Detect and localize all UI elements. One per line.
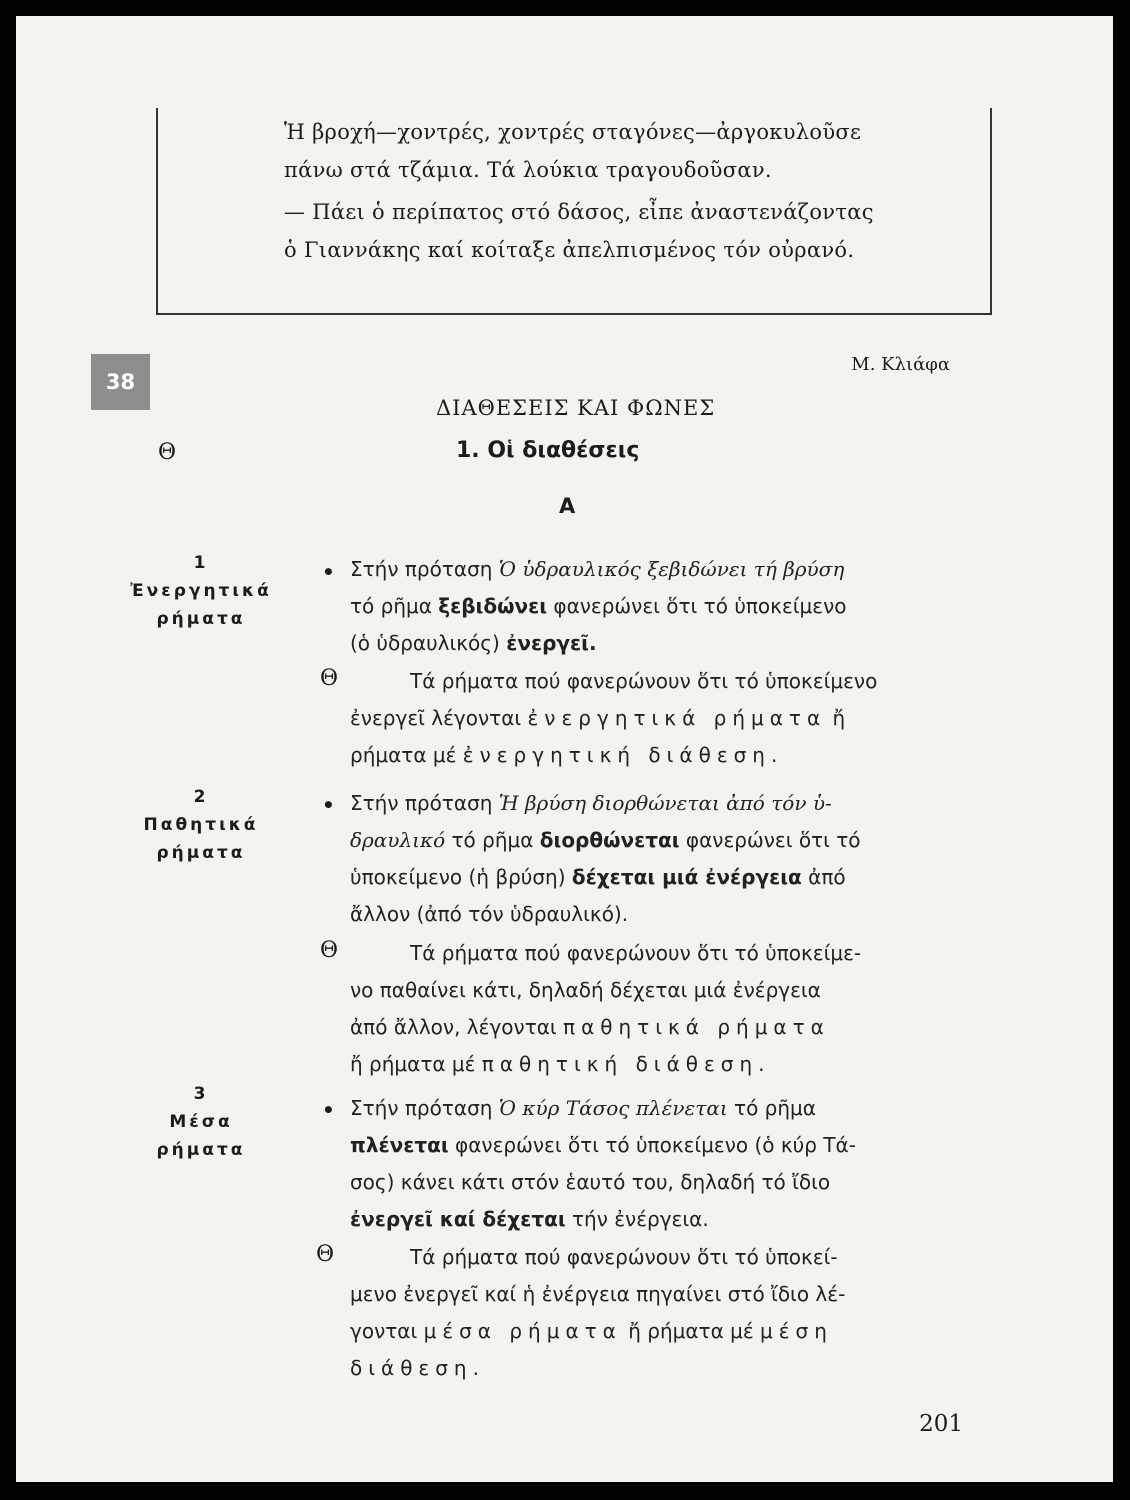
side-label-middle: [101, 1080, 301, 1164]
quote-author: Μ. Κλιάφα: [851, 354, 950, 375]
example-line: Στήν πρόταση Ἡ βρύση διορθώνεται ἀπό τόν ὑ-: [350, 791, 832, 815]
side-label-number: 3: [193, 1084, 209, 1104]
side-label-line: Παθητικά: [143, 815, 259, 835]
rule-line: ἤ ρήματα μέ παθητική διάθεση.: [350, 1052, 771, 1076]
rule-line: Τά ρήματα πού φανερώνουν ὅτι τό ὑποκείμενο: [410, 669, 878, 693]
theta-marker: Θ: [316, 1242, 335, 1267]
bullet-icon: •: [322, 793, 335, 817]
side-label-passive: [101, 783, 301, 867]
side-label-line: ρήματα: [156, 609, 246, 629]
rule-line: διάθεση.: [350, 1356, 485, 1380]
rule-line: ἀπό ἄλλον, λέγονται παθητικά ρήματα: [350, 1015, 830, 1039]
lesson-number-badge: 38: [91, 354, 150, 410]
side-label-line: ρήματα: [156, 1140, 246, 1160]
subsection-letter: Α: [559, 494, 576, 518]
chapter-title: ΔΙΑΘΕΣΕΙΣ ΚΑΙ ΦΩΝΕΣ: [436, 396, 716, 420]
example-line: (ὁ ὑδραυλικός) ἐνεργεῖ.: [350, 631, 597, 655]
example-line: τό ρῆμα ξεβιδώνει φανερώνει ὅτι τό ὑποκείμενο: [350, 594, 847, 618]
rule-line: ἐνεργεῖ λέγονται ἐνεργητικά ρήματα ἤ: [350, 706, 846, 730]
quote-box: [156, 108, 992, 375]
example-line: πλένεται φανερώνει ὅτι τό ὑποκείμενο (ὁ κύρ Τά-: [350, 1133, 856, 1157]
example-line: ὑποκείμενο (ἡ βρύση) δέχεται μιά ἐνέργεια ἀπό: [350, 865, 846, 889]
example-line: δραυλικό τό ρῆμα διορθώνεται φανερώνει ὅτι τό: [350, 828, 861, 852]
book-page: [16, 16, 1113, 1482]
section-title: 1. Οἱ διαθέσεις: [456, 438, 640, 463]
page-number: 201: [919, 1411, 963, 1437]
side-label-line: Ἐνεργητικά: [130, 581, 272, 601]
quote-line: Ἡ βροχή—χοντρές, χοντρές σταγόνες—ἀργοκυλοῦσε: [284, 120, 862, 144]
side-label-line: Μέσα: [169, 1112, 233, 1132]
theta-marker: Θ: [320, 938, 339, 963]
example-line: Στήν πρόταση Ὁ κύρ Τάσος πλένεται τό ρῆμα: [350, 1096, 816, 1120]
rule-line: ρήματα μέ ἐνεργητική διάθεση.: [350, 743, 784, 767]
example-line: σος) κάνει κάτι στόν ἑαυτό του, δηλαδή τό ἴδιο: [350, 1170, 831, 1194]
theta-marker: Θ: [320, 666, 339, 691]
example-line: ἐνεργεῖ καί δέχεται τήν ἐνέργεια.: [350, 1207, 709, 1231]
rule-line: μενο ἐνεργεῖ καί ἡ ἐνέργεια πηγαίνει στό ἴδιο λέ-: [350, 1282, 846, 1306]
bullet-icon: •: [322, 1098, 335, 1122]
rule-line: Τά ρήματα πού φανερώνουν ὅτι τό ὑποκεί-: [410, 1245, 838, 1269]
quote-line: ὁ Γιαννάκης καί κοίταξε ἀπελπισμένος τόν οὐρανό.: [284, 238, 855, 262]
example-line: Στήν πρόταση Ὁ ὑδραυλικός ξεβιδώνει τή βρύση: [350, 557, 845, 581]
theta-marker: Θ: [158, 440, 177, 465]
side-label-number: 1: [193, 553, 209, 573]
rule-line: νο παθαίνει κάτι, δηλαδή δέχεται μιά ἐνέργεια: [350, 978, 821, 1002]
side-label-active: [101, 549, 301, 633]
rule-line: γονται μέσα ρήματα ἤ ρήματα μέ μέση: [350, 1319, 833, 1343]
quote-line: — Πάει ὁ περίπατος στό δάσος, εἶπε ἀναστενάζοντας: [284, 200, 874, 224]
rule-line: Τά ρήματα πού φανερώνουν ὅτι τό ὑποκείμε-: [410, 941, 862, 965]
bullet-icon: •: [322, 560, 335, 584]
side-label-number: 2: [193, 787, 209, 807]
quote-line: πάνω στά τζάμια. Τά λούκια τραγουδοῦσαν.: [284, 158, 772, 182]
example-line: ἄλλον (ἀπό τόν ὑδραυλικό).: [350, 902, 629, 926]
side-label-line: ρήματα: [156, 843, 246, 863]
